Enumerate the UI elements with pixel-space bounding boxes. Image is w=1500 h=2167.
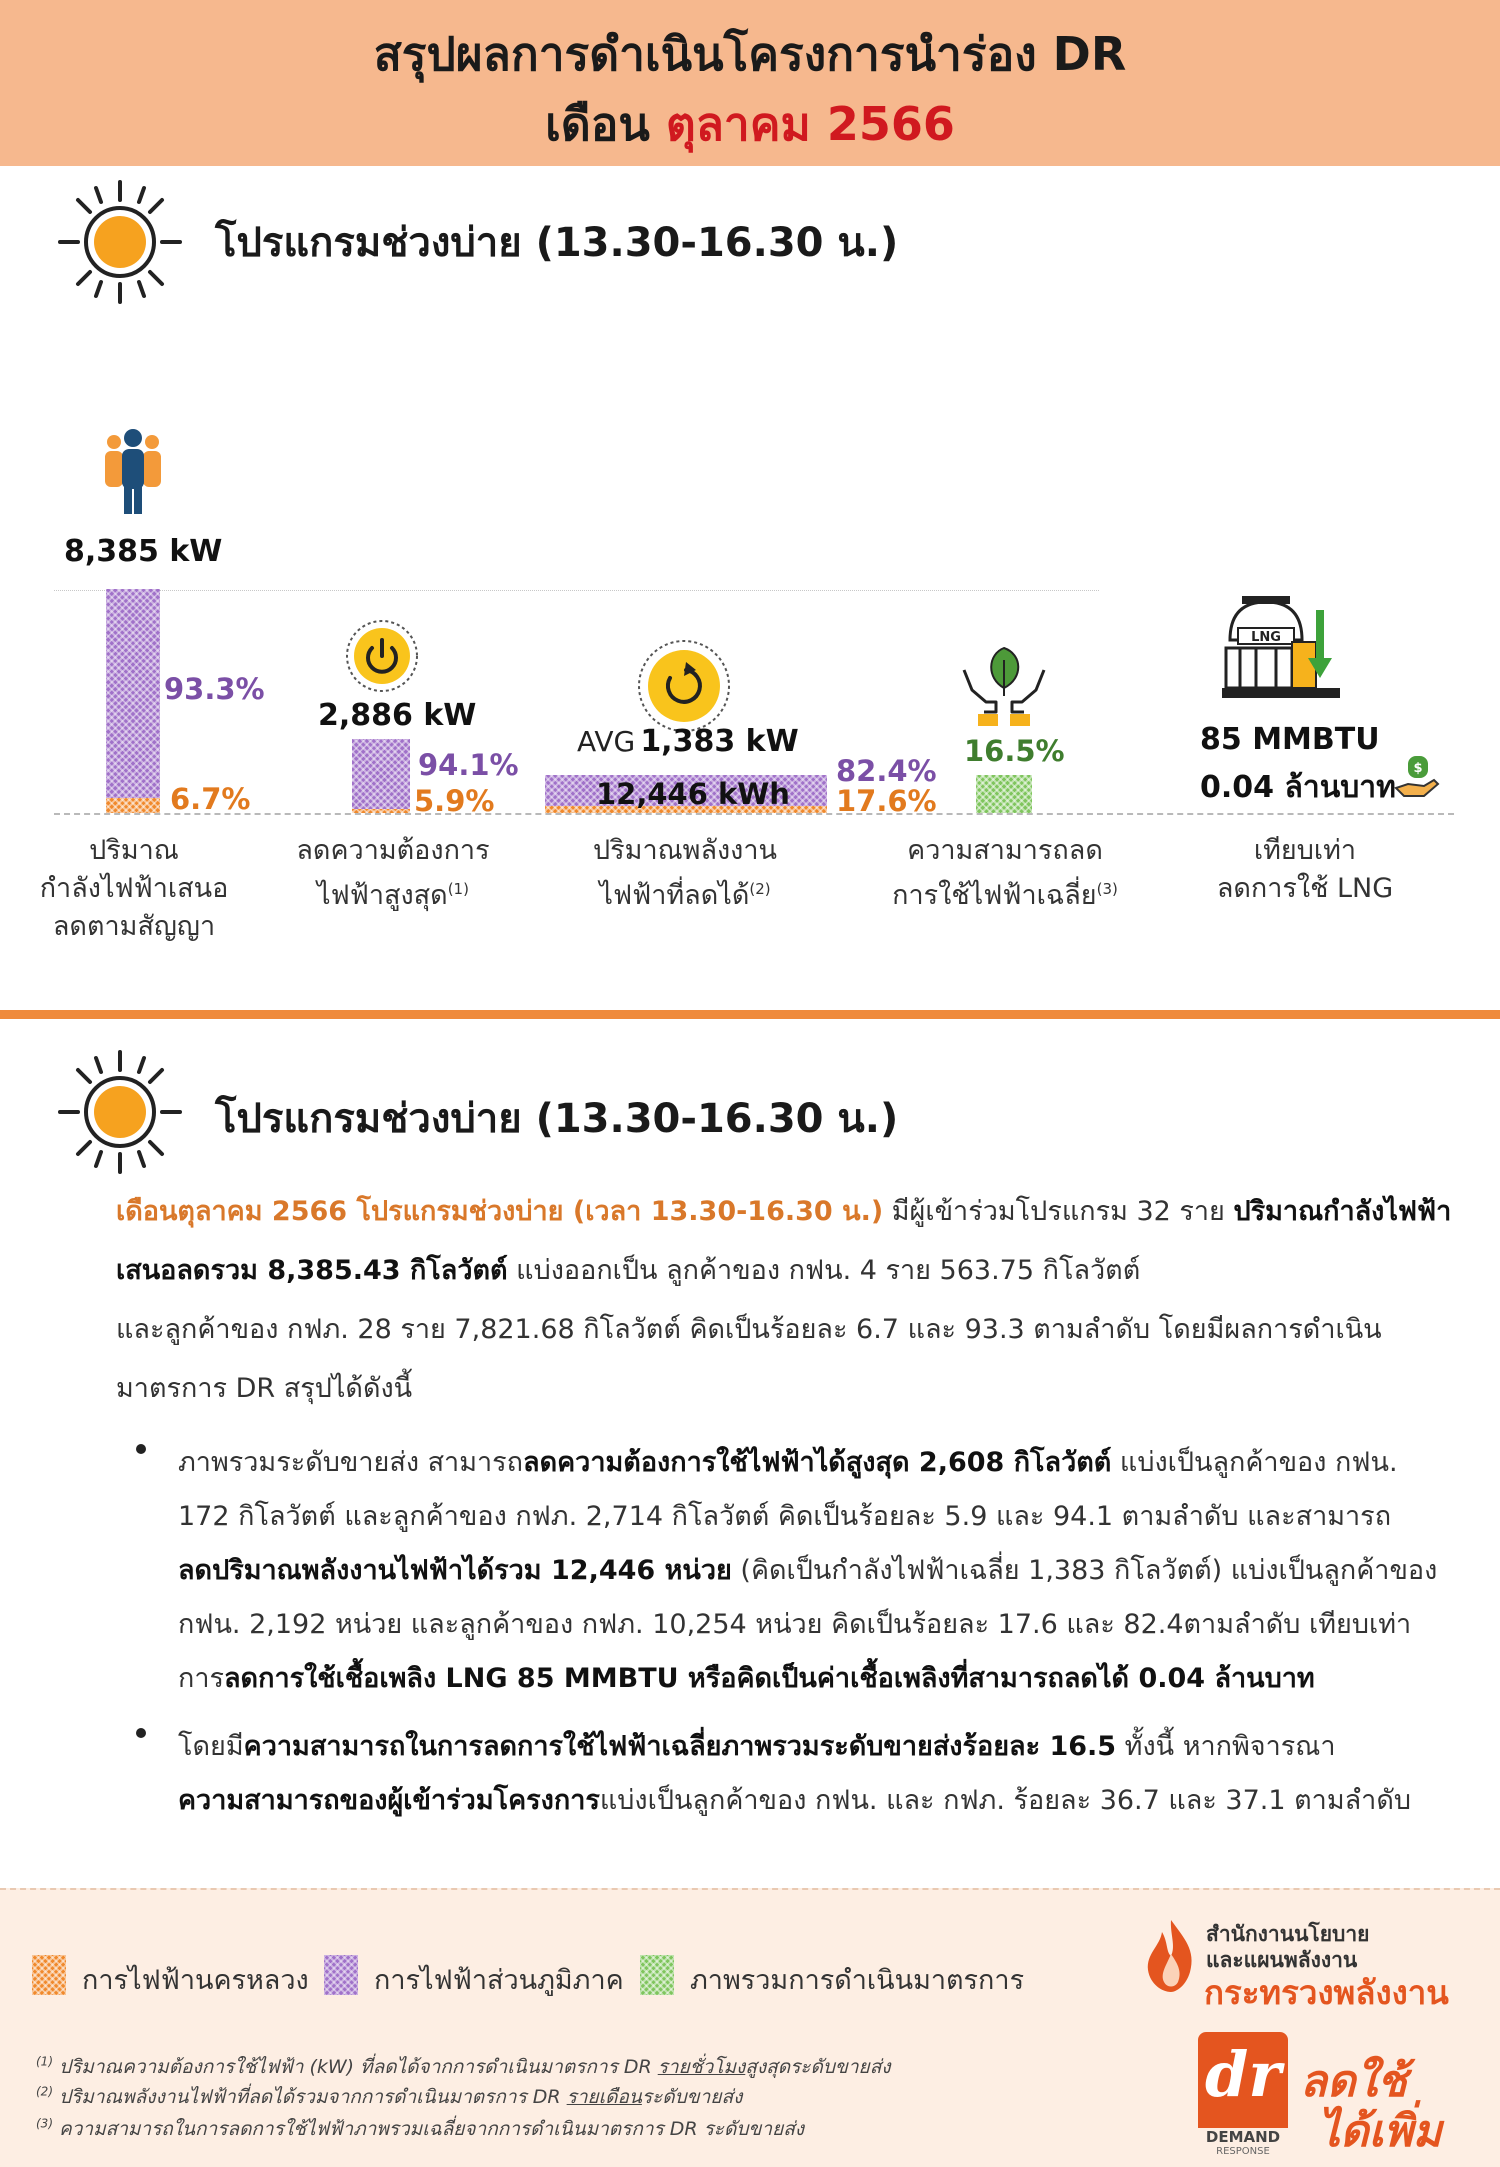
bar-peak-pea: [352, 739, 410, 809]
bullet-dot: [136, 1444, 146, 1454]
lng-mmbtu-label: 85 MMBTU: [1200, 722, 1380, 757]
category-peak: ลดความต้องการ ไฟฟ้าสูงสุด$^{(1)}$: [296, 835, 490, 911]
legend-swatch-pea: [324, 1955, 358, 1995]
chart-baseline: [54, 813, 1454, 815]
dr-logo-demand: DEMAND: [1205, 2128, 1281, 2146]
svg-text:$: $: [1413, 761, 1423, 776]
legend-label-mea: การไฟฟ้านครหลวง: [82, 1965, 309, 1996]
lng-baht-label: 0.04 ล้านบาท: [1200, 770, 1396, 805]
chart-top-gridline: [54, 590, 1099, 591]
energy-kwh-label: 12,446 kWh: [596, 777, 790, 811]
section1-title: โปรแกรมช่วงบ่าย (13.30-16.30 น.): [215, 220, 899, 266]
bar-peak-mea: [352, 809, 410, 813]
section-divider: [0, 1010, 1500, 1019]
slogan-line1: ลดใช้: [1300, 2056, 1407, 2107]
footer-border: [0, 1888, 1500, 1890]
peak-mea-pct: 5.9%: [414, 784, 495, 818]
overall-pct: 16.5%: [964, 734, 1065, 768]
offered-pea-pct: 93.3%: [164, 672, 265, 706]
people-icon: [102, 428, 164, 516]
slogan-line2: ได้เพิ่ม: [1318, 2106, 1442, 2157]
flame-logo-icon: [1140, 1916, 1202, 1994]
bar-overall: [976, 775, 1032, 813]
dr-logo: dr: [1198, 2032, 1288, 2128]
money-hand-icon: [1394, 754, 1440, 800]
sun-icon: [54, 176, 186, 308]
power-icon: [344, 618, 420, 694]
energy-mea-pct: 17.6%: [836, 784, 937, 818]
lng-tank-icon: [1222, 592, 1340, 702]
category-average-reduction: ความสามารถลด การใช้ไฟฟ้าเฉลี่ย$^{(3)}$: [892, 835, 1118, 911]
legend-label-pea: การไฟฟ้าส่วนภูมิภาค: [374, 1965, 624, 1996]
section2-title: โปรแกรมช่วงบ่าย (13.30-16.30 น.): [215, 1096, 899, 1142]
peak-kw-label: 2,886 kW: [318, 698, 477, 733]
org-line2: และแผนพลังงาน: [1206, 1948, 1358, 1972]
org-line3: กระทรวงพลังงาน: [1204, 1973, 1449, 2012]
offered-kw-label: 8,385 kW: [64, 534, 223, 569]
summary-paragraph: เดือนตุลาคม 2566 โปรแกรมช่วงบ่าย (เวลา 13.30-16.30 น.) มีผู้เข้าร่วมโปรแกรม 32 ราย ปริมาณกำลังไฟฟ้า เสนอลดรวม 8,385.43 กิโลวัตต์ แบ่งออกเป็น ลูกค้าของ กฟน. 4 ราย 563.75 กิโลวัตต์ และลูกค้าของ กฟภ. 28 ราย 7,821.68 กิโลวัตต์ คิดเป็นร้อยละ 6.7 และ 93.3 ตามลำดับ โดยมีผลการดำเนิน มาตรการ DR สรุปได้ดังนี้: [116, 1196, 1452, 1404]
category-offered: ปริมาณ กำลังไฟฟ้าเสนอ ลดตามสัญญา: [39, 835, 229, 942]
report-title: สรุปผลการดำเนินโครงการนำร่อง DR: [373, 27, 1127, 81]
energy-icon: [636, 638, 732, 734]
category-energy: ปริมาณพลังงาน ไฟฟ้าที่ลดได้$^{(2)}$: [593, 835, 777, 911]
offered-mea-pct: 6.7%: [170, 782, 251, 816]
org-line1: สำนักงานนโยบาย: [1206, 1922, 1370, 1946]
avg-power-label: AVG 1,383 kW: [577, 724, 799, 759]
footnote-3: $^{(3)}$ ความสามารถในการลดการใช้ไฟฟ้าภาพรวมเฉลี่ยจากการดำเนินมาตรการ DR ระดับขายส่ง: [36, 2116, 805, 2140]
peak-pea-pct: 94.1%: [418, 748, 519, 782]
svg-text:LNG: LNG: [1251, 630, 1281, 645]
bullet-dot: [136, 1728, 146, 1738]
bar-offered-pea: [106, 589, 160, 798]
bullet-2: โดยมีความสามารถในการลดการใช้ไฟฟ้าเฉลี่ยภาพรวมระดับขายส่งร้อยละ 16.5 ทั้งนี้ หากพิจารณา ความสามารถของผู้เข้าร่วมโครงการแบ่งเป็นลูกค้าของ กฟน. และ กฟภ. ร้อยละ 36.7 และ 37.1 ตามลำดับ: [178, 1731, 1411, 1816]
bullet-1: ภาพรวมระดับขายส่ง สามารถลดความต้องการใช้ไฟฟ้าได้สูงสุด 2,608 กิโลวัตต์ แบ่งเป็นลูกค้าของ กฟน. 172 กิโลวัตต์ และลูกค้าของ กฟภ. 2,714 กิโลวัตต์ คิดเป็นร้อยละ 5.9 และ 94.1 ตามลำดับ และสามารถ ลดปริมาณพลังงานไฟฟ้าได้รวม 12,446 หน่วย (คิดเป็นกำลังไฟฟ้าเฉลี่ย 1,383 กิโลวัตต์) แบ่งเป็นลูกค้าของ กฟน. 2,192 หน่วย และลูกค้าของ กฟภ. 10,254 หน่วย คิดเป็นร้อยละ 17.6 และ 82.4ตามลำดับ เทียบเท่า การลดการใช้เชื้อเพลิง LNG 85 MMBTU หรือคิดเป็นค่าเชื้อเพลิงที่สามารถลดได้ 0.04 ล้านบาท: [178, 1447, 1438, 1694]
dr-logo-response: RESPONSE: [1216, 2146, 1270, 2157]
report-month: ตุลาคม 2566: [665, 97, 955, 151]
report-subtitle: เดือน ตุลาคม 2566: [545, 97, 955, 151]
plant-hands-icon: [956, 640, 1052, 732]
legend-swatch-mea: [32, 1955, 66, 1995]
footnote-2: $^{(2)}$ ปริมาณพลังงานไฟฟ้าที่ลดได้รวมจากการดำเนินมาตรการ DR รายเดือนระดับขายส่ง: [36, 2084, 743, 2108]
legend-swatch-overall: [640, 1955, 674, 1995]
category-lng: เทียบเท่า ลดการใช้ LNG: [1216, 835, 1394, 904]
bar-offered-mea: [106, 798, 160, 813]
footnote-1: $^{(1)}$ ปริมาณความต้องการใช้ไฟฟ้า (kW) ที่ลดได้จากการดำเนินมาตรการ DR รายชั่วโมงสูงสุดระดับขายส่ง: [36, 2054, 891, 2078]
legend-label-overall: ภาพรวมการดำเนินมาตรการ: [690, 1965, 1025, 1996]
sun-icon: [54, 1046, 186, 1178]
energy-pea-pct: 82.4%: [836, 754, 937, 788]
